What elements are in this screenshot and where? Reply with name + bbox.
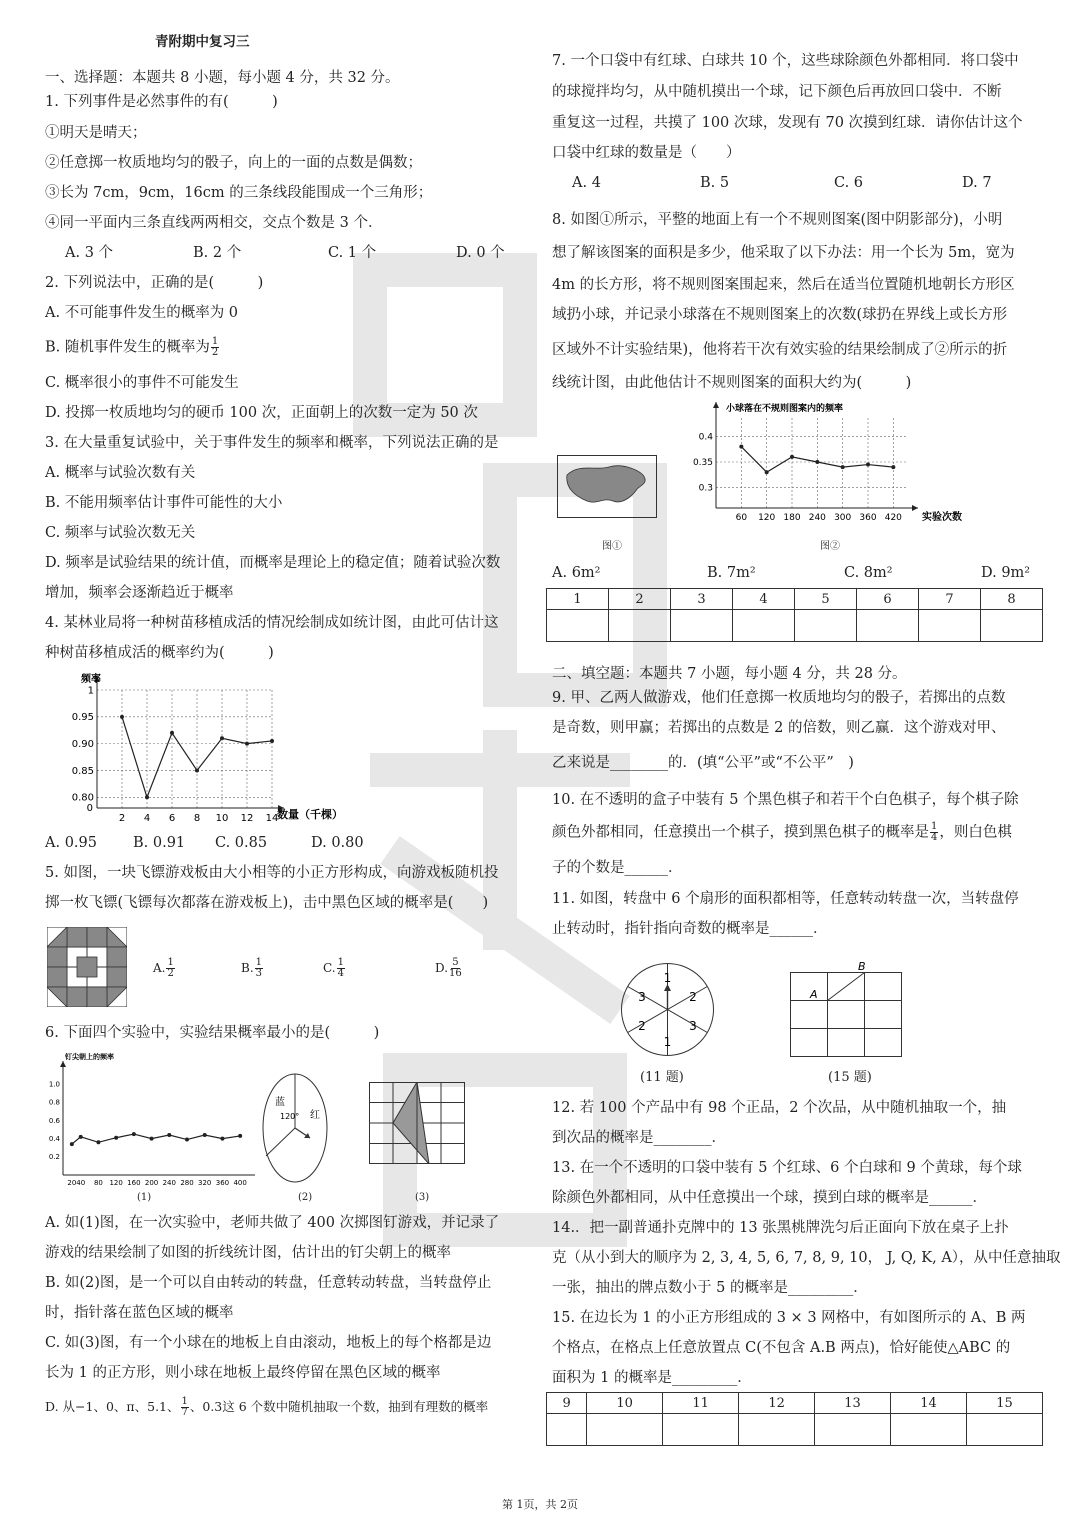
q1-options <box>65 243 505 263</box>
data-point <box>220 736 224 740</box>
x-tick-label: 420 <box>884 513 902 523</box>
q1-stem: 1. 下列事件是必然事件的有( ) <box>45 94 278 110</box>
q2-option-a[interactable]: A. 不可能事件发生的概率为 0 <box>45 305 239 321</box>
answer-header-cell: 15 <box>967 1393 1043 1414</box>
chart-title: 频率 <box>81 674 101 685</box>
y-tick-label: 1 <box>87 685 94 697</box>
q1-option-d[interactable]: D. 0 个 <box>456 245 505 261</box>
q13-line: 13. 在一个不透明的口袋中装有 5 个红球、6 个白球和 9 个黄球，每个球 <box>552 1160 1022 1176</box>
answer-cell[interactable] <box>609 610 671 642</box>
x-tick-label: 240 <box>162 1179 176 1187</box>
y-tick-label: 0.35 <box>692 458 713 468</box>
q7-line: 7. 一个口袋中有红球、白球共 10 个，这些球除颜色外都相同．将口袋中 <box>552 53 1019 69</box>
q8-fig1-label: 图① <box>602 541 622 552</box>
q8-options <box>552 563 1030 583</box>
q10-line: 颜色外都相同，任意摸出一个棋子，摸到黑色棋子的概率是 $\frac{1}{4}$ ，则白色棋 <box>552 821 1012 843</box>
x-tick-label: 4 <box>143 813 151 824</box>
x-axis-arrow <box>912 505 918 511</box>
q8-option-a[interactable]: A. 6m² <box>552 565 601 581</box>
q6-option-a-cont: 游戏的结果绘制了如图的折线统计图，估计出的钉尖朝上的概率 <box>45 1245 451 1261</box>
data-point <box>114 1136 118 1140</box>
x-tick-label: 280 <box>180 1179 194 1187</box>
data-point <box>238 1134 242 1138</box>
y-tick-label: 0.3 <box>698 483 713 494</box>
q15-line: 面积为 1 的概率是_________． <box>552 1370 752 1386</box>
x-tick-label: 200 <box>144 1179 159 1187</box>
data-point <box>150 1137 154 1141</box>
section1-header: 一、选择题：本题共 8 小题，每小题 4 分，共 32 分。 <box>45 70 400 86</box>
x-tick-label: 360 <box>859 513 877 523</box>
q6-fig3-label: (3) <box>415 1192 430 1203</box>
q8-line: 域扔小球，并记录小球落在不规则图案上的次数(球扔在界线上或长方形 <box>552 307 1008 323</box>
answer-cell[interactable] <box>891 1414 967 1446</box>
y-tick-label: 0.90 <box>71 738 94 750</box>
q7-line: 口袋中红球的数量是（ ） <box>552 145 741 161</box>
data-point <box>167 1133 171 1137</box>
answer-cell[interactable] <box>547 610 609 642</box>
q6-floor-grid-figure <box>369 1082 465 1164</box>
answer-header-cell: 8 <box>981 589 1043 610</box>
chart-title: 小球落在不规则图案内的频率 <box>726 404 844 414</box>
sector-label: 3 <box>638 990 646 1004</box>
x-tick-label: 320 <box>198 1179 212 1187</box>
data-point <box>79 1135 83 1139</box>
chart-title: 钉尖朝上的频率 <box>65 1053 114 1061</box>
q8-line: 8. 如图①所示，平整的地面上有一个不规则图案(图中阴影部分)，小明 <box>552 212 1003 228</box>
x-tick-label: 240 <box>808 513 826 523</box>
answer-header-cell: 7 <box>919 589 981 610</box>
point-b-label: B <box>858 960 866 973</box>
x-tick-label: 180 <box>783 513 801 523</box>
spinner-blue-label: 蓝 <box>275 1097 285 1108</box>
q6-option-c[interactable]: C. 如(3)图，有一个小球在的地板上自由滚动，地板上的每个格都是边 <box>45 1335 492 1351</box>
q14-line: 14.．把一副普通扑克牌中的 13 张黑桃牌洗匀后正面向下放在桌子上扑 <box>552 1220 1009 1236</box>
y-tick-label: 0.95 <box>71 712 94 724</box>
y-axis-arrow <box>60 1061 66 1067</box>
q8-option-c[interactable]: C. 8m² <box>844 565 893 581</box>
q3-option-d-cont: 增加，频率会逐渐趋近于概率 <box>45 585 234 601</box>
answer-table-2 <box>546 1392 1043 1446</box>
q8-line: 区域外不计实验结果)，他将若干次有效实验的结果绘制成了②所示的折 <box>552 342 1008 358</box>
q1-option-c[interactable]: C. 1 个 <box>328 245 377 261</box>
answer-cell[interactable] <box>587 1414 663 1446</box>
q5-option-c[interactable]: C. $\frac{1}{4}$ <box>323 957 344 979</box>
spinner-angle-label: 120° <box>280 1112 300 1121</box>
y-tick-label: 0.2 <box>48 1153 60 1162</box>
x-tick-label: 14 <box>265 813 279 824</box>
q1-item: ①明天是晴天； <box>45 125 147 141</box>
sector-label: 1 <box>663 1035 672 1049</box>
q1-option-a[interactable]: A. 3 个 <box>65 245 114 261</box>
q4-option-a[interactable]: A. 0.95 <box>45 835 97 851</box>
q8-fig2-label: 图② <box>820 541 840 552</box>
spinner-red-label: 红 <box>310 1110 320 1121</box>
data-point <box>220 1137 224 1141</box>
q7-line: 重复这一过程，共摸了 100 次球，发现有 70 次摸到红球．请你估计这个 <box>552 115 1023 131</box>
q14-line: 克（从小到大的顺序为 2, 3, 4, 5, 6, 7, 8, 9, 10， J, Q, K, A），从中任意抽取 <box>552 1250 1061 1266</box>
y-tick-label: 0.8 <box>48 1098 60 1107</box>
data-point <box>866 463 870 467</box>
answer-cell[interactable] <box>981 610 1043 642</box>
q15-grid-figure <box>780 960 905 1060</box>
q8-option-d[interactable]: D. 9m² <box>981 565 1031 581</box>
q7-line: 的球搅拌均匀，从中随机摸出一个球，记下颜色后再放回口袋中．不断 <box>552 84 1002 100</box>
q6-option-a[interactable]: A. 如(1)图，在一次实验中，老师共做了 400 次掷图钉游戏，并记录了 <box>45 1215 500 1231</box>
q6-spinner-figure <box>260 1072 330 1184</box>
q6-fig1-label: (1) <box>137 1192 152 1203</box>
series-line <box>122 717 272 797</box>
answer-cell[interactable] <box>795 610 857 642</box>
q9-line: 乙来说是________的．(填“公平”或“不公平” ) <box>552 755 854 771</box>
y-tick-label: 0.85 <box>71 765 94 777</box>
q1-option-b[interactable]: B. 2 个 <box>193 245 242 261</box>
q15-line: 个格点，在格点上任意放置点 C(不包含 A.B 两点)，恰好能使△ABC 的 <box>552 1340 1011 1356</box>
data-point <box>245 742 249 746</box>
answer-header-cell: 12 <box>739 1393 815 1414</box>
data-point <box>891 465 895 469</box>
y-tick-label: 0.80 <box>71 792 94 804</box>
q3-option-a[interactable]: A. 概率与试验次数有关 <box>45 465 196 481</box>
q5-stem: 5. 如图，一块飞镖游戏板由大小相等的小正方形构成，向游戏板随机投 <box>45 865 499 881</box>
sector-label: 3 <box>689 1019 697 1033</box>
answer-header-cell: 11 <box>663 1393 739 1414</box>
q7-option-b[interactable]: B. 5 <box>700 175 730 191</box>
q7-options <box>572 173 992 193</box>
q6-option-b-cont: 时，指针落在蓝色区域的概率 <box>45 1305 234 1321</box>
q5-option-d[interactable]: D. $\frac{5}{16}$ <box>435 957 462 979</box>
q15-fig-label: (15 题) <box>828 1070 872 1085</box>
answer-header-cell: 4 <box>733 589 795 610</box>
q7-option-c[interactable]: C. 6 <box>834 175 864 191</box>
data-point <box>790 455 794 459</box>
q4-option-d[interactable]: D. 0.80 <box>311 835 364 851</box>
q11-spinner-figure <box>620 962 715 1057</box>
page-footer: 第 1页，共 2页 <box>502 1498 578 1511</box>
fraction: $\frac{1}{2}$ <box>211 336 219 358</box>
data-point <box>120 715 124 719</box>
q11-fig-label: (11 题) <box>640 1070 684 1085</box>
q6-option-d[interactable]: D. 从−1、0、π、5.1、 $\frac{1}{7}$ 、0.3这 6 个数中随机抽取一个数，抽到有理数的概率 <box>45 1396 489 1418</box>
q4-stem-cont: 种树苗移植成活的概率约为( ) <box>45 645 274 661</box>
q3-option-b[interactable]: B. 不能用频率估计事件可能性的大小 <box>45 495 283 511</box>
q6-fig2-label: (2) <box>298 1192 313 1203</box>
q13-line: 除颜色外都相同，从中任意摸出一个球，摸到白球的概率是______． <box>552 1190 987 1206</box>
q3-option-d[interactable]: D. 频率是试验结果的统计值，而概率是理论上的稳定值；随着试验次数 <box>45 555 501 571</box>
x-tick-label: 20 <box>67 1179 77 1187</box>
q10-line: 子的个数是______． <box>552 860 683 876</box>
section2-header: 二、填空题：本题共 7 小题，每小题 4 分，共 28 分。 <box>552 666 907 682</box>
answer-cell[interactable] <box>857 610 919 642</box>
data-point <box>170 731 174 735</box>
origin-label: 0 <box>86 803 93 814</box>
q6-chart-1 <box>45 1050 255 1190</box>
x-tick-label: 120 <box>758 513 776 523</box>
q11-line: 11. 如图，转盘中 6 个扇形的面积都相等，任意转动转盘一次，当转盘停 <box>552 891 1019 907</box>
data-point <box>765 470 769 474</box>
x-tick-label: 360 <box>215 1179 230 1187</box>
data-point <box>195 768 199 772</box>
q8-line: 4m 的长方形，将不规则图案围起来，然后在适当位置随机地朝长方形区 <box>552 277 1015 293</box>
q2-option-c[interactable]: C. 概率很小的事件不可能发生 <box>45 375 239 391</box>
answer-header-cell: 14 <box>891 1393 967 1414</box>
answer-cell[interactable] <box>733 610 795 642</box>
data-point <box>145 795 149 799</box>
answer-header-cell: 13 <box>815 1393 891 1414</box>
q1-item: ③长为 7cm，9cm，16cm 的三条线段能围成一个三角形； <box>45 185 433 201</box>
q8-line: 想了解该图案的面积是多少，他采取了以下办法：用一个长为 5m，宽为 <box>552 245 1015 261</box>
q1-item: ②任意掷一枚质地均匀的骰子，向上的一面的点数是偶数； <box>45 155 422 171</box>
answer-cell[interactable] <box>547 1414 587 1446</box>
y-tick-label: 1.0 <box>48 1080 60 1089</box>
data-point <box>203 1133 207 1137</box>
x-tick-label: 10 <box>215 813 229 824</box>
answer-cell[interactable] <box>663 1414 739 1446</box>
q2-stem: 2. 下列说法中，正确的是( ) <box>45 275 264 291</box>
q11-line: 止转动时，指针指向奇数的概率是______． <box>552 921 828 937</box>
data-point <box>132 1132 136 1136</box>
sector-label: 2 <box>638 1019 646 1033</box>
q8-irregular-shape-figure <box>557 455 657 518</box>
q5-option-b[interactable]: B. $\frac{1}{3}$ <box>241 957 263 979</box>
sector-label: 2 <box>689 990 697 1004</box>
q1-item: ④同一平面内三条直线两两相交，交点个数是 3 个． <box>45 215 383 231</box>
q3-option-c[interactable]: C. 频率与试验次数无关 <box>45 525 196 541</box>
q9-line: 9. 甲、乙两人做游戏，他们任意掷一枚质地均匀的骰子，若掷出的点数 <box>552 690 1006 706</box>
point-a-label: A <box>810 988 818 1001</box>
x-tick-label: 2 <box>118 813 126 824</box>
x-tick-label: 80 <box>93 1179 103 1187</box>
q4-chart <box>45 670 395 825</box>
q15-line: 15. 在边长为 1 的小正方形组成的 3 × 3 网格中，有如图所示的 A、B 两 <box>552 1310 1026 1326</box>
x-tick-label: 40 <box>76 1179 86 1187</box>
answer-header-cell: 5 <box>795 589 857 610</box>
answer-header-cell: 2 <box>609 589 671 610</box>
answer-header-cell: 10 <box>587 1393 663 1414</box>
x-tick-label: 60 <box>735 513 748 523</box>
q8-chart <box>682 398 982 536</box>
y-axis-arrow <box>713 402 719 408</box>
answer-cell[interactable] <box>967 1414 1043 1446</box>
q7-option-a[interactable]: A. 4 <box>572 175 601 191</box>
answer-cell[interactable] <box>671 610 733 642</box>
answer-cell[interactable] <box>919 610 981 642</box>
q6-option-c-cont: 长为 1 的正方形，则小球在地板上最终停留在黑色区域的概率 <box>45 1365 441 1381</box>
q12-line: 12. 若 100 个产品中有 98 个正品，2 个次品，从中随机抽取一个，抽 <box>552 1100 1007 1116</box>
q8-option-b[interactable]: B. 7m² <box>707 565 756 581</box>
q8-line: 线统计图，由此他估计不规则图案的面积大约为( ) <box>552 375 912 391</box>
x-tick-label: 120 <box>109 1179 123 1187</box>
data-point <box>185 1138 189 1142</box>
q14-line: 一张，抽出的牌点数小于 5 的概率是_________． <box>552 1280 868 1296</box>
x-tick-label: 12 <box>240 813 254 824</box>
x-tick-label: 300 <box>834 513 852 523</box>
y-tick-label: 0.4 <box>48 1134 60 1143</box>
sector-label: 1 <box>663 971 672 985</box>
data-point <box>270 739 274 743</box>
data-point <box>96 1140 100 1144</box>
x-tick-label: 160 <box>127 1179 141 1187</box>
q6-stem: 6. 下面四个实验中，实验结果概率最小的是( ) <box>45 1025 380 1041</box>
data-point <box>841 465 845 469</box>
answer-header-cell: 6 <box>857 589 919 610</box>
data-point <box>739 445 743 449</box>
q5-stem-cont: 掷一枚飞镖(飞镖每次都落在游戏板上)，击中黑色区域的概率是( ) <box>45 895 489 911</box>
answer-header-cell: 1 <box>547 589 609 610</box>
q4-option-c[interactable]: C. 0.85 <box>215 835 268 851</box>
dartboard-figure <box>47 927 127 1007</box>
q2-option-b[interactable]: B. 随机事件发生的概率为 $\frac{1}{2}$ <box>45 336 219 358</box>
q7-option-d[interactable]: D. 7 <box>962 175 992 191</box>
q5-option-a[interactable]: A. $\frac{1}{2}$ <box>153 957 174 979</box>
data-point <box>70 1142 74 1146</box>
answer-cell[interactable] <box>815 1414 891 1446</box>
answer-table-1 <box>546 588 1043 642</box>
q4-options <box>45 833 364 853</box>
q9-line: 是奇数，则甲赢；若掷出的点数是 2 的倍数，则乙赢．这个游戏对甲、 <box>552 720 1006 736</box>
x-tick-label: 400 <box>233 1179 247 1187</box>
answer-cell[interactable] <box>739 1414 815 1446</box>
answer-header-cell: 9 <box>547 1393 587 1414</box>
q6-option-b[interactable]: B. 如(2)图，是一个可以自由转动的转盘，任意转动转盘，当转盘停止 <box>45 1275 492 1291</box>
data-point <box>815 460 819 464</box>
x-axis-label: 实验次数 <box>922 512 962 523</box>
page-title: 青附期中复习三 <box>155 34 250 50</box>
q4-option-b[interactable]: B. 0.91 <box>133 835 186 851</box>
y-tick-label: 0.4 <box>698 432 713 443</box>
q12-line: 到次品的概率是________． <box>552 1130 726 1146</box>
x-axis-label: 数量（千棵） <box>277 808 343 821</box>
q10-line: 10. 在不透明的盒子中装有 5 个黑色棋子和若干个白色棋子，每个棋子除 <box>552 792 1019 808</box>
y-tick-label: 0.6 <box>48 1116 60 1125</box>
x-tick-label: 8 <box>193 813 201 824</box>
q4-stem: 4. 某林业局将一种树苗移植成活的情况绘制成如统计图，由此可估计这 <box>45 615 499 631</box>
q3-stem: 3. 在大量重复试验中，关于事件发生的频率和概率，下列说法正确的是 <box>45 435 499 451</box>
x-tick-label: 6 <box>168 813 176 824</box>
q2-option-d[interactable]: D. 投掷一枚质地均匀的硬币 100 次，正面朝上的次数一定为 50 次 <box>45 405 478 421</box>
answer-header-cell: 3 <box>671 589 733 610</box>
